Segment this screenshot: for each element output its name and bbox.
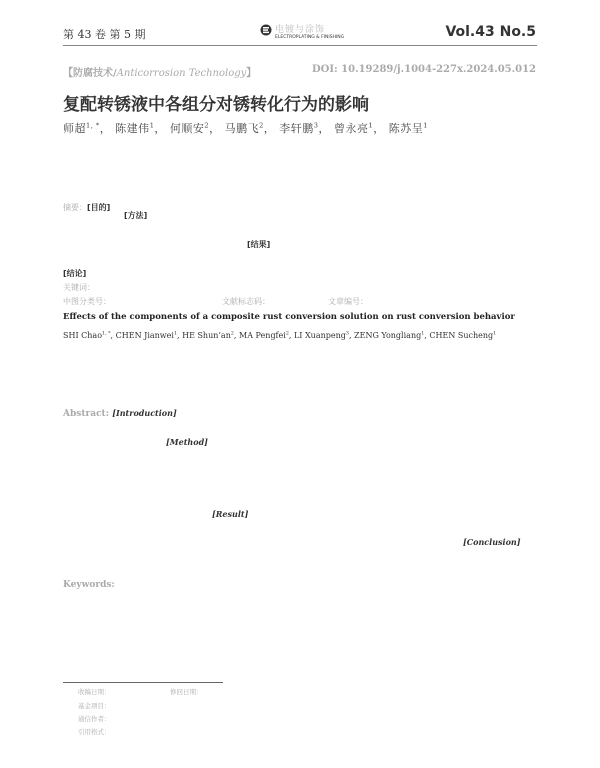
author-affil: 1	[421, 331, 425, 337]
doi: DOI: 10.19289/j.1004-227x.2024.05.012	[311, 64, 536, 75]
revised-date-label: 修回日期：	[170, 688, 203, 696]
abstract-cn-result: [结果]	[247, 240, 271, 249]
author-affil: 2	[230, 331, 234, 337]
issue-label: 第 43 卷 第 5 期	[63, 28, 146, 41]
column-cn: 【防腐技术/	[63, 68, 117, 79]
author-affil: 1, *	[86, 121, 100, 130]
author-cn: 师超	[63, 122, 86, 135]
author-en: ZENG Yongliang	[354, 331, 422, 340]
title-cn: 复配转锈液中各组分对锈转化行为的影响	[63, 95, 369, 115]
author-en: LI Xuanpeng	[293, 331, 346, 340]
footnote-divider	[63, 682, 223, 683]
citation-label: 引用格式：	[78, 728, 111, 736]
author-affil: 1, *	[102, 331, 111, 337]
authors-cn: 师超$^{1, *}$， 陈建伟$^1$， 何顺安$^2$， 马鹏飞$^2$， 李轩鹏$^3$， 曾永亮$^1$， 陈苏呈$^1$	[63, 121, 428, 135]
author-cn: 陈建伟	[115, 122, 150, 135]
abstract-en-first-line	[63, 408, 177, 419]
author-en: MA Pengfei	[239, 331, 286, 340]
author-cn: 曾永亮	[334, 122, 369, 135]
column-close: 】	[246, 68, 257, 79]
keywords-cn-label: 关键词：	[63, 283, 95, 292]
abstract-en-result: [Result]	[212, 509, 249, 519]
author-en: HE Shun’an	[182, 331, 231, 340]
abstract-cn-purpose: [目的]	[87, 203, 111, 212]
author-cn: 何顺安	[169, 122, 205, 135]
abstract-en-conclusion: [Conclusion]	[463, 537, 521, 547]
author-cn: 陈苏呈	[388, 122, 424, 135]
author-en: CHEN Jianwei	[115, 331, 174, 340]
header-divider	[63, 45, 537, 46]
authors-en: SHI Chao$^{1, *}$, CHEN Jianwei$^1$, HE $Shun’an^2$, MA Pengfei$^2$, LI Xuanpeng$^3$, ZENG Yongliang$^1$, CHEN Sucheng$^1$	[63, 331, 497, 340]
author-en: CHEN Sucheng	[429, 331, 494, 340]
journal-logo-en: ELECTROPLATING & FINISHING	[275, 35, 345, 40]
column-label	[63, 64, 256, 79]
corresponding-author-label: 通信作者：	[78, 715, 111, 723]
abstract-cn-method: [方法]	[124, 211, 148, 220]
clc-label: 中图分类号：	[63, 297, 111, 306]
journal-logo-cn: 电镀与涂饰	[275, 25, 326, 35]
abstract-cn-first-line	[63, 195, 110, 214]
author-affil: 2	[285, 331, 289, 337]
author-affil: 3	[345, 331, 349, 337]
journal-logo-icon	[260, 24, 272, 36]
author-affil: 1	[423, 121, 428, 130]
author-affil: 2	[259, 121, 264, 130]
author-affil: 1	[149, 121, 155, 130]
abstract-cn-conclusion: [结论]	[63, 269, 87, 278]
author-affil: 2	[204, 121, 210, 130]
keywords-en-label: Keywords:	[63, 580, 115, 590]
fund-label: 基金项目：	[78, 702, 111, 710]
doc-code-label: 文献标志码：	[222, 297, 270, 306]
author-affil: 1	[493, 331, 497, 337]
author-affil: 1	[173, 331, 177, 337]
abstract-cn-label: 摘要：	[63, 203, 87, 212]
author-cn: 马鹏飞	[224, 122, 260, 135]
abstract-en-method: [Method]	[166, 437, 208, 447]
abstract-en-label: Abstract:	[63, 409, 110, 419]
author-en: SHI Chao	[63, 331, 103, 340]
title-en: Effects of the components of a composite rust conversion solution on rust conversion behavior	[63, 312, 515, 322]
article-no-label: 文章编号：	[328, 297, 368, 306]
author-cn: 李轩鹏	[279, 122, 314, 135]
author-affil: 1	[368, 121, 374, 130]
abstract-en-introduction: [Introduction]	[112, 408, 177, 418]
author-affil: 3	[313, 121, 319, 130]
received-date-label: 收稿日期：	[78, 688, 111, 696]
volume-label: Vol.43 No.5	[445, 24, 536, 40]
journal-logo	[260, 22, 345, 44]
column-en: Anticorrosion Technology	[116, 68, 247, 79]
